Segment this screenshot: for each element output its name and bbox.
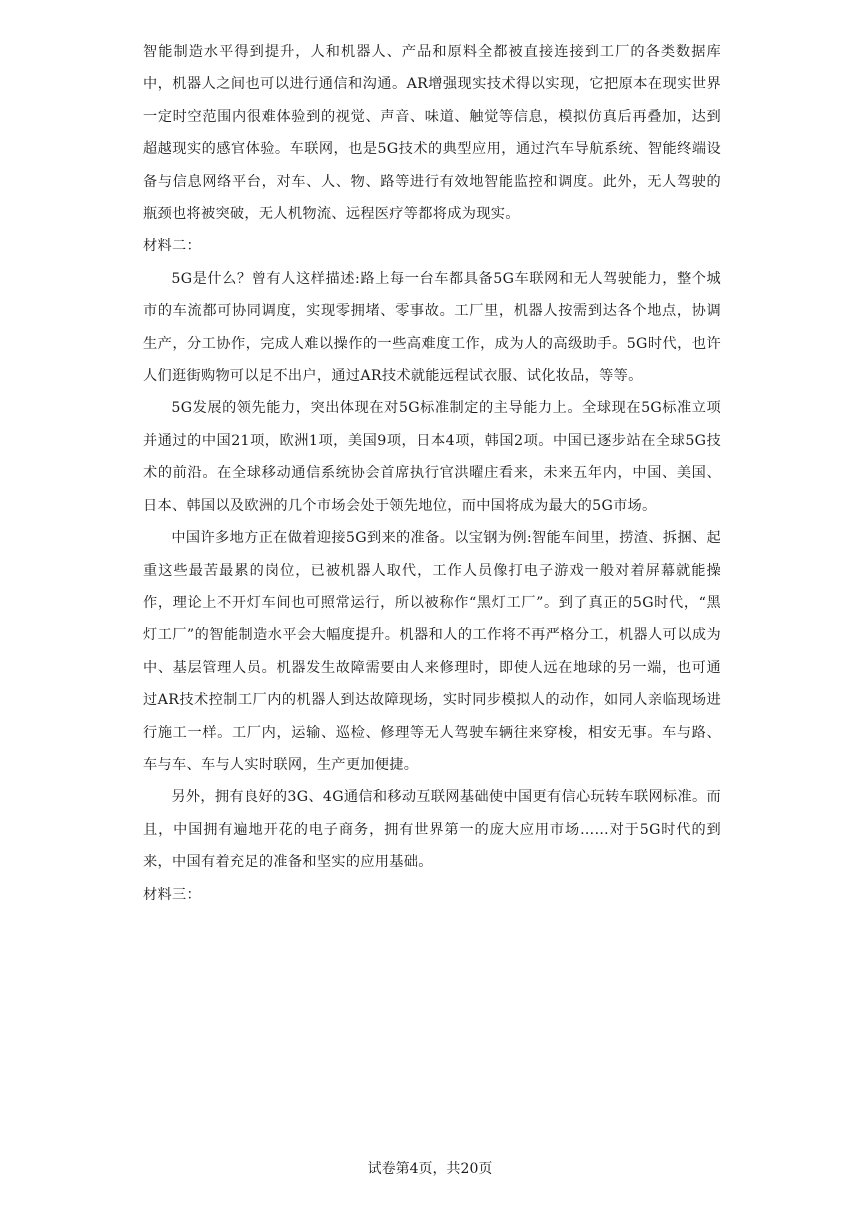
- page-footer: 试卷第4页，共20页: [367, 1161, 493, 1177]
- paragraph-foundation: 另外，拥有良好的3G、4G通信和移动互联网基础使中国更有信心玩转车联网标准。而且，中国拥有遍地开花的电子商务，拥有世界第一的庞大应用市场……对于5G时代的到来，中国有着充足的准备和坚实的应用基础。: [143, 789, 721, 871]
- section-heading-material-three: 材料三：: [143, 886, 201, 903]
- paragraph-what-is-5g: 5G是什么？曾有人这样描述:路上每一台车都具备5G车联网和无人驾驶能力，整个城市的车流都可协同调度，实现零拥堵、零事故。工厂里，机器人按需到达各个地点，协调生产，分工协作，完成人难以操作的一些高难度工作，成为人的高级助手。5G时代，也许人们逛街购物可以足不出户，通过AR技术就能远程试衣服、试化妆品，等等。: [143, 270, 721, 385]
- section-heading-material-two: 材料二：: [143, 238, 201, 255]
- paragraph-baosteel-example: 中国许多地方正在做着迎接5G到来的准备。以宝钢为例:智能车间里，捞渣、拆捆、起重这些最苦最累的岗位，已被机器人取代，工作人员像打电子游戏一般对着屏幕就能操作，理论上不开灯车间也可照常运行，所以被称作“黑灯工厂”。到了真正的5G时代，“黑灯工厂”的智能制造水平会大幅度提升。机器和人的工作将不再严格分工，机器人可以成为中、基层管理人员。机器发生故障需要由人来修理时，即使人远在地球的另一端，也可通过AR技术控制工厂内的机器人到达故障现场，实时同步模拟人的动作，如同人亲临现场进行施工一样。工厂内，运输、巡检、修理等无人驾驶车辆往来穿梭，相安无事。车与路、车与车、车与人实时联网，生产更加便捷。: [143, 530, 721, 773]
- document-body: [143, 36, 721, 911]
- paragraph-continuation: 智能制造水平得到提升，人和机器人、产品和原料全都被直接连接到工厂的各类数据库中，机器人之间也可以进行通信和沟通。AR增强现实技术得以实现，它把原本在现实世界一定时空范围内很难体验到的视觉、声音、味道、触觉等信息，模拟仿真后再叠加，达到超越现实的感官体验。车联网，也是5G技术的典型应用，通过汽车导航系统、智能终端设备与信息网络平台，对车、人、物、路等进行有效地智能监控和调度。此外，无人驾驶的瓶颈也将被突破，无人机物流、远程医疗等都将成为现实。: [143, 44, 721, 223]
- paragraph-5g-leadership: 5G发展的领先能力，突出体现在对5G标准制定的主导能力上。全球现在5G标准立项并通过的中国21项，欧洲1项，美国9项，日本4项，韩国2项。中国已逐步站在全球5G技术的前沿。在全球移动通信系统协会首席执行官洪曜庄看来，未来五年内，中国、美国、日本、韩国以及欧洲的几个市场会处于领先地位，而中国将成为最大的5G市场。: [143, 400, 721, 514]
